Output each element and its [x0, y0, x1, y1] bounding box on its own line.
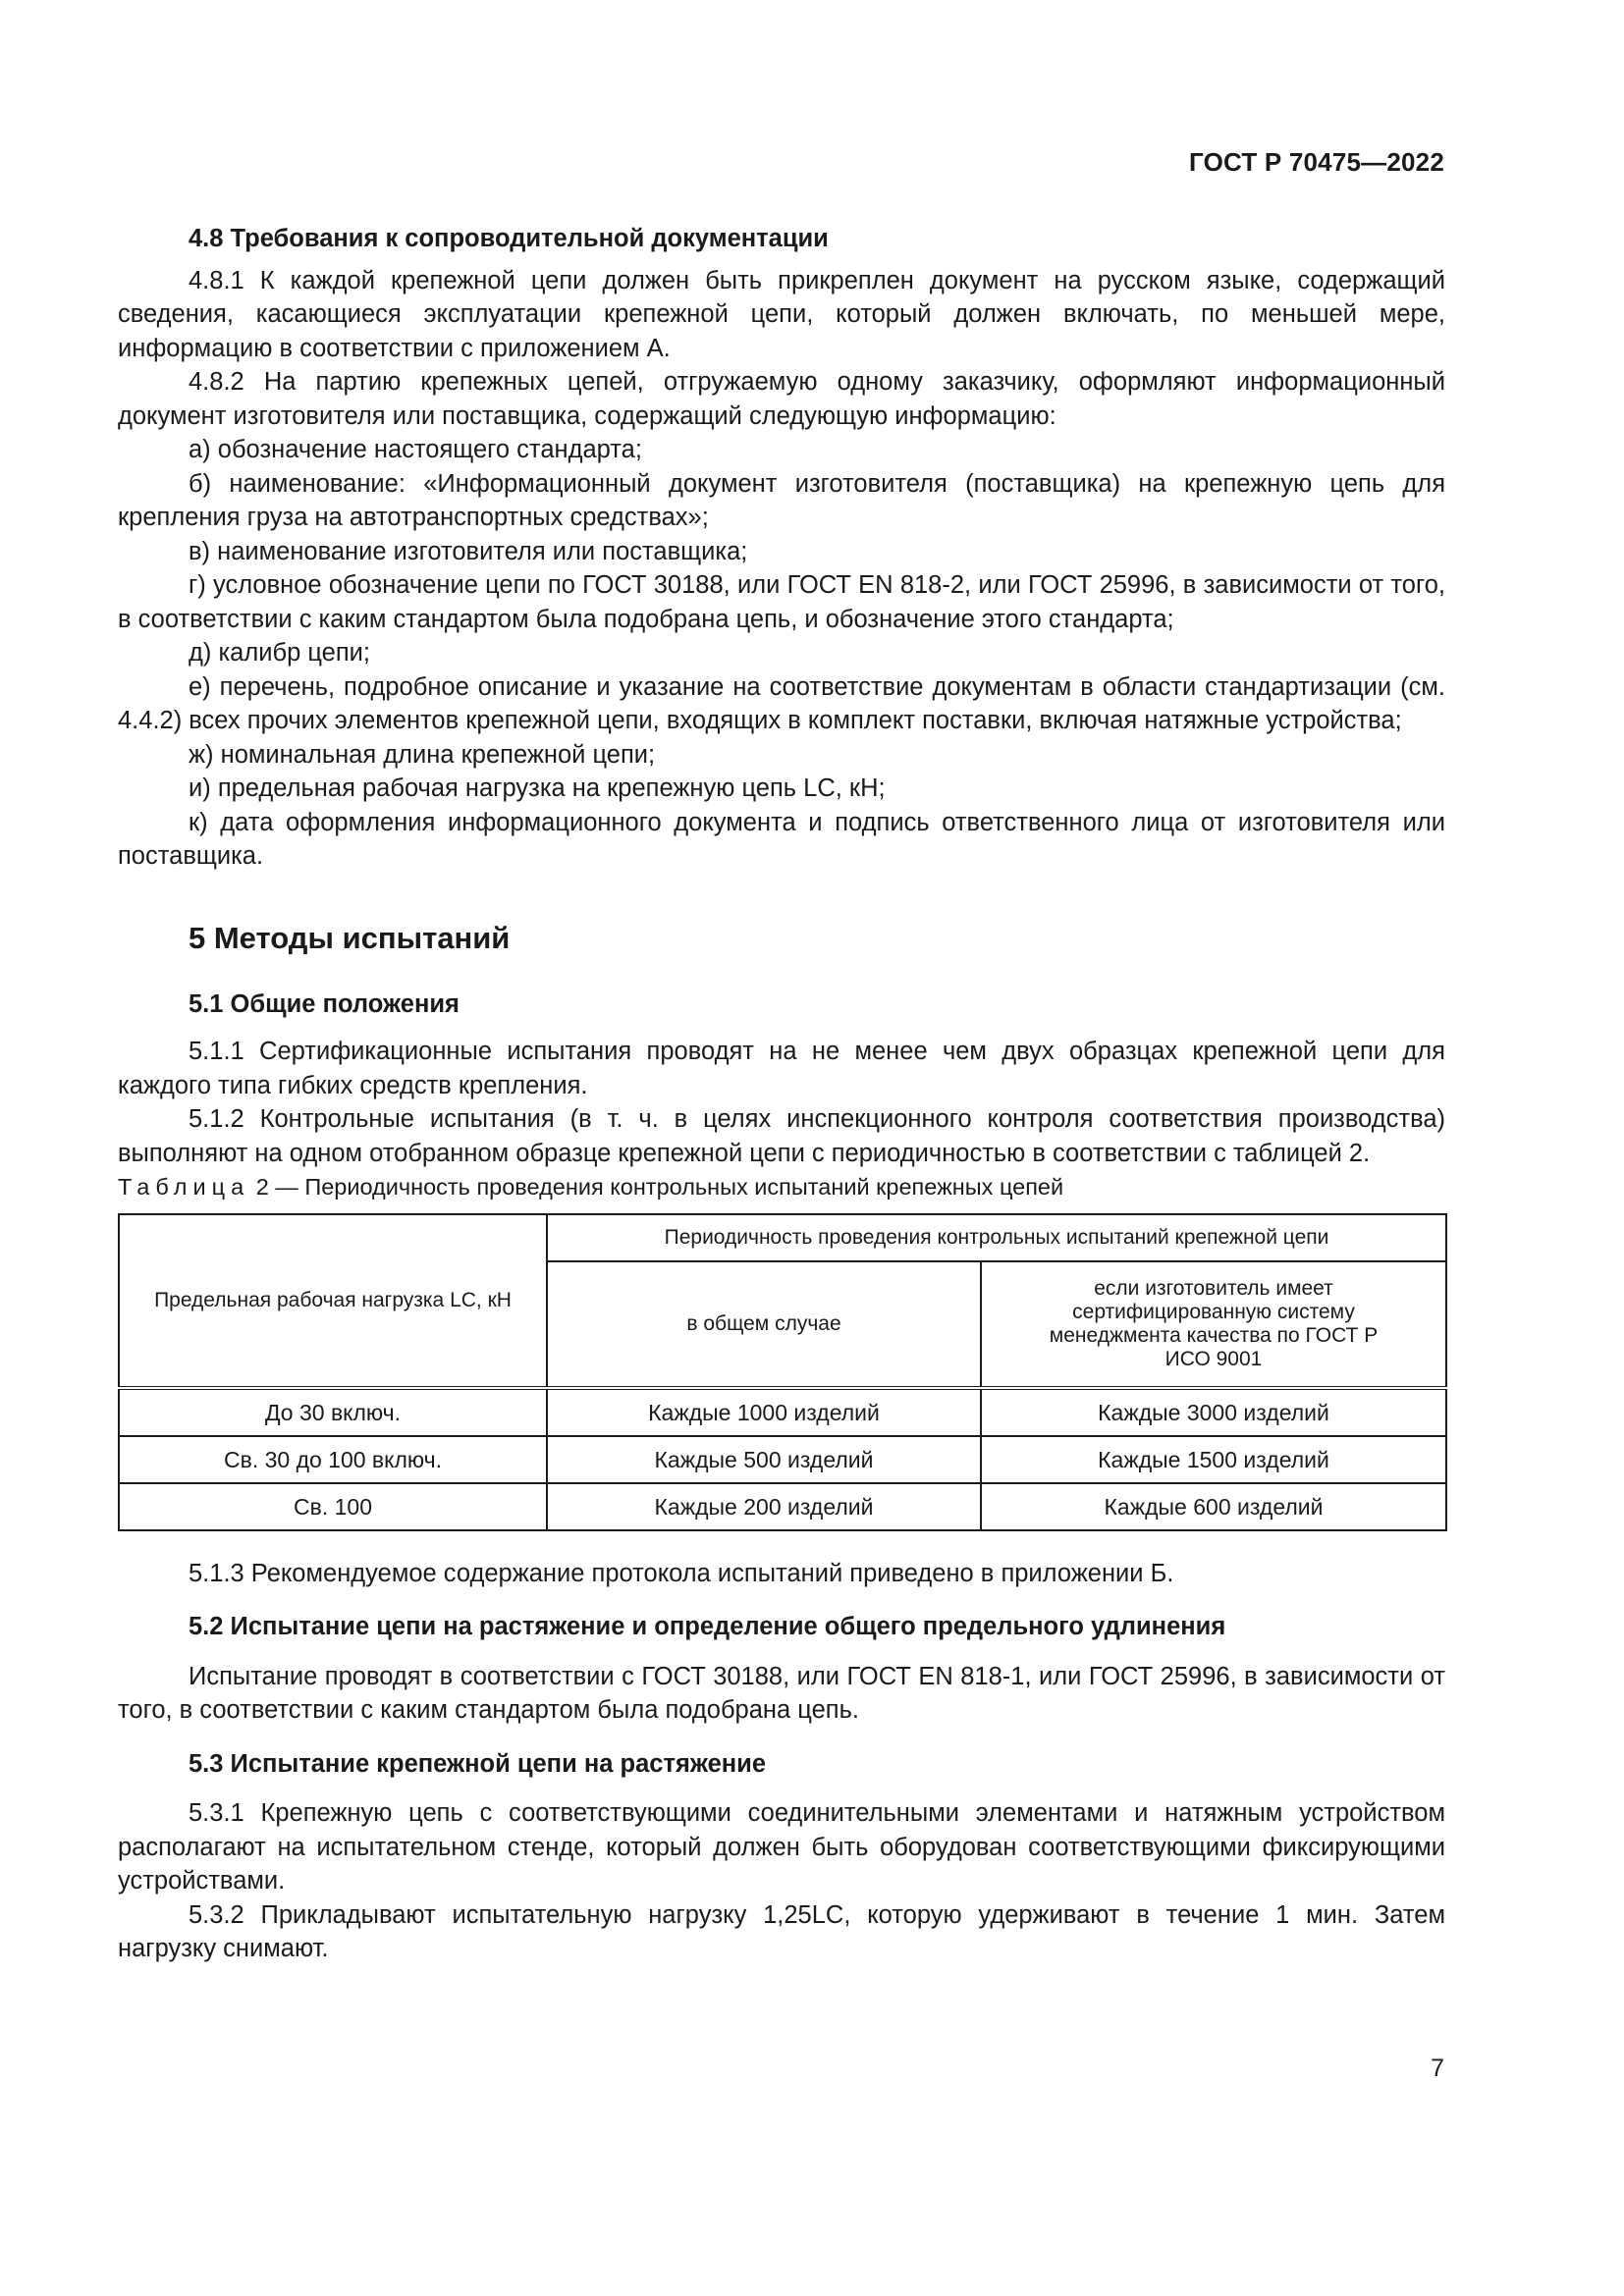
- list-item: и) предельная рабочая нагрузка на крепежную цепь LC, кН;: [189, 774, 886, 802]
- table-subheader-general: в общем случае: [547, 1261, 981, 1388]
- table-cell-load: Св. 30 до 100 включ.: [119, 1436, 547, 1483]
- list-item: б) наименование: «Информационный документ изготовителя (поставщика) на крепежную цепь для крепления груза на автотранспортных средствах»;: [118, 469, 1445, 531]
- table-cell-general: Каждые 1000 изделий: [547, 1388, 981, 1436]
- page-number: 7: [1431, 2055, 1444, 2082]
- list-item: д) калибр цепи;: [189, 639, 370, 667]
- paragraph-5-1-2: 5.1.2 Контрольные испытания (в т. ч. в целях инспекционного контроля соответствия производства) выполняют на одном отобранном образце крепежной цепи с периодичностью в соответствии с таблицей 2.: [118, 1105, 1445, 1167]
- table-row: [119, 1436, 1446, 1483]
- list-item: в) наименование изготовителя или поставщика;: [189, 537, 748, 565]
- list-item: к) дата оформления информационного документа и подпись ответственного лица от изготовителя или поставщика.: [118, 808, 1445, 870]
- paragraph-5-2: Испытание проводят в соответствии с ГОСТ 30188, или ГОСТ EN 818-1, или ГОСТ 25996, в зависимости от того, в соответствии с каким стандартом была подобрана цепь.: [118, 1662, 1445, 1724]
- table-caption: [118, 1170, 1445, 1204]
- periodicity-table: [118, 1213, 1447, 1531]
- paragraph-5-1-1: 5.1.1 Сертификационные испытания проводят на не менее чем двух образцах крепежной цепи для каждого типа гибких средств крепления.: [118, 1038, 1445, 1099]
- paragraph-5-3-1: 5.3.1 Крепежную цепь с соответствующими соединительными элементами и натяжным устройством располагают на испытательном стенде, который должен быть оборудован соответствующими фиксирующими устройствами.: [118, 1799, 1445, 1895]
- section-5-2-heading: 5.2 Испытание цепи на растяжение и определение общего предельного удлинения: [189, 1613, 1226, 1640]
- table-subheader-certified: если изготовитель имеет сертифицированную систему менеджмента качества по ГОСТ Р ИСО 9001: [981, 1261, 1446, 1388]
- paragraph-4-8-2: 4.8.2 На партию крепежных цепей, отгружаемую одному заказчику, оформляют информационный документ изготовителя или поставщика, содержащий следующую информацию:: [118, 368, 1445, 430]
- paragraph-4-8-1: 4.8.1 К каждой крепежной цепи должен быть прикреплен документ на русском языке, содержащий сведения, касающиеся эксплуатации крепежной цепи, который должен включать, по меньшей мере, информацию в соответствии с приложением А.: [118, 266, 1445, 362]
- table-row: [119, 1388, 1446, 1436]
- document-designation: ГОСТ Р 70475—2022: [1189, 147, 1444, 177]
- section-5-heading: 5 Методы испытаний: [189, 920, 511, 955]
- table-cell-general: Каждые 200 изделий: [547, 1483, 981, 1530]
- section-5-1-heading: 5.1 Общие положения: [189, 989, 460, 1018]
- table-caption-label: Таблица: [118, 1174, 250, 1200]
- table-cell-certified: Каждые 3000 изделий: [981, 1388, 1446, 1436]
- paragraph-5-1-3: 5.1.3 Рекомендуемое содержание протокола испытаний приведено в приложении Б.: [189, 1559, 1174, 1587]
- list-item: ж) номинальная длина крепежной цепи;: [189, 740, 656, 769]
- table-row: [119, 1483, 1446, 1530]
- table-header-load: Предельная рабочая нагрузка LC, кН: [119, 1214, 547, 1388]
- list-item: е) перечень, подробное описание и указание на соответствие документам в области стандартизации (см. 4.4.2) всех прочих элементов крепежной цепи, входящих в комплект поставки, включая натяжные устройства;: [118, 672, 1445, 734]
- table-cell-general: Каждые 500 изделий: [547, 1436, 981, 1483]
- list-item: г) условное обозначение цепи по ГОСТ 30188, или ГОСТ EN 818-2, или ГОСТ 25996, в зависимости от того, в соответствии с каким стандартом была подобрана цепь, и обозначение этого стандарта;: [118, 571, 1445, 633]
- table-cell-certified: Каждые 600 изделий: [981, 1483, 1446, 1530]
- table-cell-load: Св. 100: [119, 1483, 547, 1530]
- section-5-3-heading: 5.3 Испытание крепежной цепи на растяжение: [189, 1749, 767, 1778]
- table-cell-certified: Каждые 1500 изделий: [981, 1436, 1446, 1483]
- page-content: [118, 222, 1445, 1966]
- section-4-8-heading: 4.8 Требования к сопроводительной документации: [189, 225, 829, 252]
- table-header-periodicity: Периодичность проведения контрольных испытаний крепежной цепи: [547, 1214, 1446, 1261]
- table-cell-load: До 30 включ.: [119, 1388, 547, 1436]
- paragraph-5-3-2: 5.3.2 Прикладывают испытательную нагрузку 1,25LC, которую удерживают в течение 1 мин. Затем нагрузку снимают.: [118, 1900, 1445, 1962]
- list-item: а) обозначение настоящего стандарта;: [189, 436, 642, 463]
- table-caption-text: 2 — Периодичность проведения контрольных испытаний крепежных цепей: [255, 1174, 1064, 1200]
